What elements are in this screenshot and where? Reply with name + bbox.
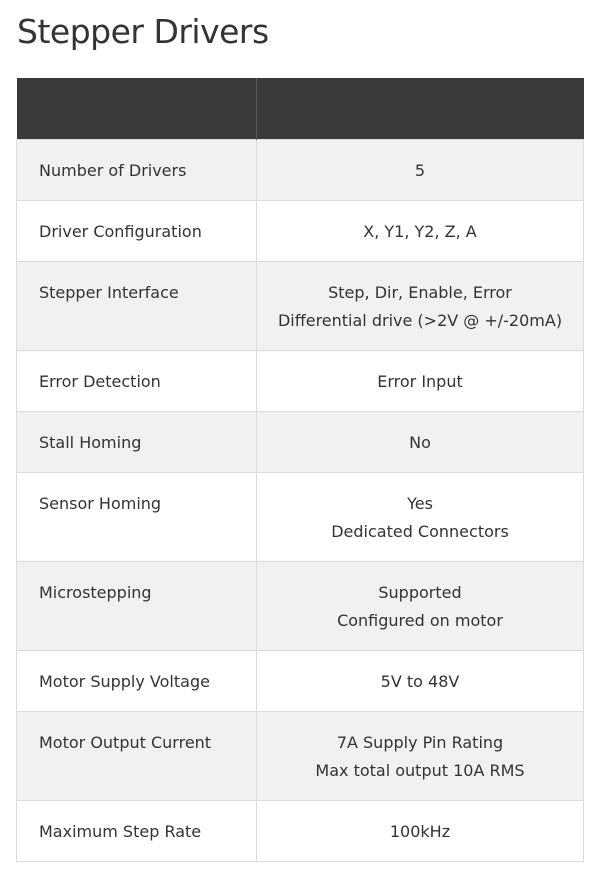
- table-row: [17, 801, 584, 862]
- header-row: [17, 78, 584, 140]
- table-row: [17, 351, 584, 412]
- table-row: [17, 140, 584, 201]
- spec-table-body: [17, 140, 584, 862]
- header-cell-label: [17, 78, 257, 140]
- spec-value-line: Yes: [407, 494, 433, 513]
- spec-label: Number of Drivers: [17, 140, 257, 201]
- table-row: [17, 262, 584, 351]
- spec-value: [257, 712, 584, 801]
- spec-value-line: 5: [414, 161, 426, 180]
- spec-value: [257, 801, 584, 862]
- spec-label: Error Detection: [17, 351, 257, 412]
- spec-value-line: 5V to 48V: [380, 672, 460, 691]
- spec-table-header: [17, 78, 584, 140]
- spec-value: [257, 201, 584, 262]
- spec-value-line: 7A Supply Pin Rating: [336, 733, 504, 752]
- spec-value-line: Dedicated Connectors: [331, 522, 509, 541]
- spec-value-line: Max total output 10A RMS: [315, 761, 525, 780]
- spec-value-line: 100kHz: [389, 822, 451, 841]
- table-row: [17, 651, 584, 712]
- spec-table: [16, 78, 584, 862]
- spec-label: Driver Configuration: [17, 201, 257, 262]
- spec-value: [257, 562, 584, 651]
- spec-value: [257, 351, 584, 412]
- spec-value-line: Differential drive (>2V @ +/-20mA): [277, 311, 563, 330]
- table-row: [17, 201, 584, 262]
- spec-value-line: No: [409, 433, 431, 452]
- spec-value-line: Supported: [378, 583, 462, 602]
- spec-value: [257, 473, 584, 562]
- spec-label: Stall Homing: [17, 412, 257, 473]
- spec-label: Microstepping: [17, 562, 257, 651]
- table-row: [17, 562, 584, 651]
- table-row: [17, 712, 584, 801]
- spec-value: [257, 412, 584, 473]
- header-cell-value: [257, 78, 584, 140]
- spec-label: Motor Supply Voltage: [17, 651, 257, 712]
- spec-value: [257, 651, 584, 712]
- spec-value-line: Error Input: [377, 372, 463, 391]
- table-row: [17, 473, 584, 562]
- spec-label: Sensor Homing: [17, 473, 257, 562]
- spec-value-line: Step, Dir, Enable, Error: [328, 283, 512, 302]
- spec-label: Stepper Interface: [17, 262, 257, 351]
- spec-label: Maximum Step Rate: [17, 801, 257, 862]
- table-row: [17, 412, 584, 473]
- spec-value-line: X, Y1, Y2, Z, A: [363, 222, 477, 241]
- spec-label: Motor Output Current: [17, 712, 257, 801]
- spec-value: [257, 140, 584, 201]
- page-title: Stepper Drivers: [17, 12, 269, 51]
- spec-value: [257, 262, 584, 351]
- spec-value-line: Configured on motor: [337, 611, 503, 630]
